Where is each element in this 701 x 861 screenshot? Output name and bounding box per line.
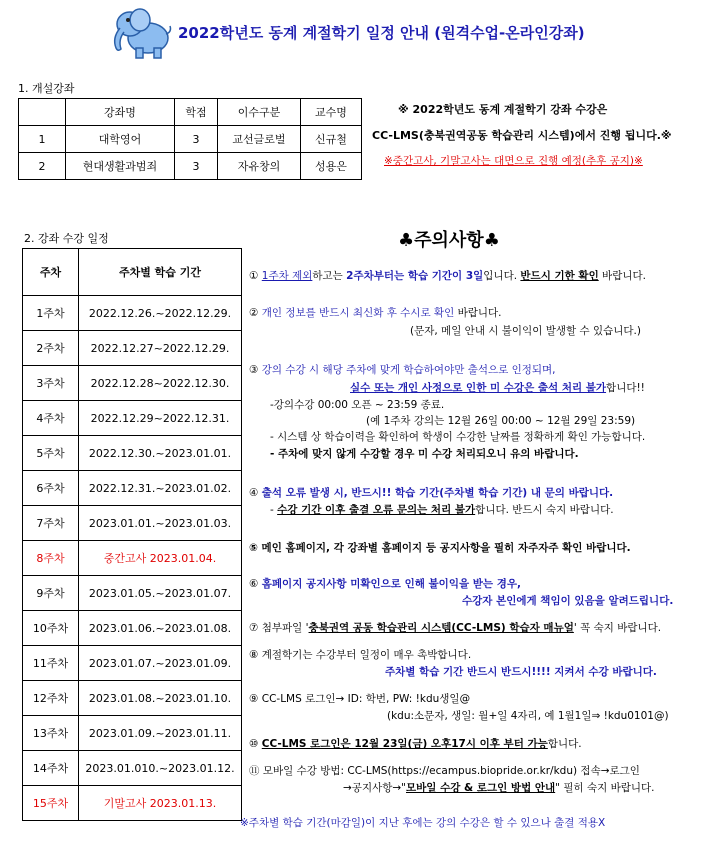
table-row: [23, 296, 242, 331]
table-header-row: [19, 99, 362, 126]
week-cell: 5주차: [23, 436, 79, 471]
caution-text: 출석 오류 발생 시, 반드시!! 학습 기간(주차별 학습 기간) 내 문의 바랍니다.: [261, 487, 614, 499]
caution-text: ④: [249, 487, 262, 499]
period-cell: 2022.12.28~2022.12.30.: [79, 366, 242, 401]
cautions-footer: ※주차별 학습 기간(마감일)이 지난 후에는 강의 수강은 할 수 있으나 출결 적용X: [240, 817, 606, 829]
period-cell: 2023.01.06.~2023.01.08.: [79, 611, 242, 646]
table-header-cell: 학점: [175, 99, 218, 126]
caution-text: 개인 정보를 반드시 최신화 후 수시로 확인: [261, 307, 455, 319]
courses-table: [18, 98, 362, 180]
table-row: [23, 646, 242, 681]
caution-text: 합니다. 반드시 숙지 바랍니다.: [475, 504, 614, 516]
caution-text: 홈페이지 공지사항 미확인으로 인해 불이익을 받는 경우,: [261, 578, 521, 590]
caution-3-line-4: (예 1주차 강의는 12월 26일 00:00 ~ 12월 29일 23:59): [366, 415, 636, 427]
table-row: [23, 506, 242, 541]
caution-text: 합니다!!: [606, 382, 645, 394]
table-header-cell: 주차: [23, 249, 79, 296]
table-cell: 교선글로벌: [218, 126, 301, 153]
caution-11-line-2: [343, 780, 654, 795]
caution-text: ⑩: [249, 738, 262, 750]
table-row: [23, 751, 242, 786]
caution-text: 강의 수강 시 해당 주차에 맞게 학습하여야만 출석으로 인정되며,: [261, 364, 556, 376]
caution-8-line-2: 주차별 학습 기간 반드시 반드시!!!! 지켜서 수강 바랍니다.: [385, 666, 657, 678]
week-cell: 4주차: [23, 401, 79, 436]
caution-11: ⑪ 모바일 수강 방법: CC-LMS(https://ecampus.biopride.or.kr/kdu) 접속→로그인: [249, 765, 640, 777]
week-cell: 12주차: [23, 681, 79, 716]
period-cell: 2022.12.30.~2023.01.01.: [79, 436, 242, 471]
period-cell: 2023.01.08.~2023.01.10.: [79, 681, 242, 716]
caution-3-line-3: -강의수강 00:00 오픈 ~ 23:59 종료.: [270, 399, 445, 411]
table-row: [23, 541, 242, 576]
caution-2-note: (문자, 메일 안내 시 불이익이 발생할 수 있습니다.): [410, 325, 641, 337]
caution-text: CC-LMS 로그인은 12월 23일(금) 오후17시 이후 부터 가능: [261, 738, 548, 750]
week-cell: 1주차: [23, 296, 79, 331]
period-cell: 2023.01.09.~2023.01.11.: [79, 716, 242, 751]
table-row: [23, 681, 242, 716]
caution-text: ③: [249, 364, 262, 376]
caution-5: ⑤ 메인 홈페이지, 각 강좌별 홈페이지 등 공지사항을 필히 자주자주 확인 바랍니다.: [249, 542, 631, 554]
caution-text: -: [270, 504, 278, 516]
caution-text: ' 꼭 숙지 바랍니다.: [573, 622, 662, 634]
week-cell: 2주차: [23, 331, 79, 366]
caution-text: ⑥: [249, 578, 262, 590]
caution-text: 모바일 수강 & 로그인 방법 안내: [406, 782, 556, 794]
table-header-cell: 이수구분: [218, 99, 301, 126]
table-row: [23, 331, 242, 366]
table-cell: 자유창의: [218, 153, 301, 180]
caution-4-line-2: [270, 502, 614, 517]
table-cell: 대학영어: [66, 126, 175, 153]
schedule-table: [22, 248, 242, 821]
table-row: [23, 716, 242, 751]
notice-line-1: ※ 2022학년도 동계 계절학기 강좌 수강은: [398, 103, 608, 116]
period-cell: 2023.01.05.~2023.01.07.: [79, 576, 242, 611]
table-cell: 성용은: [301, 153, 362, 180]
table-row: [23, 436, 242, 471]
table-row: [23, 401, 242, 436]
caution-3-line-2: [350, 380, 645, 395]
caution-text: ②: [249, 307, 262, 319]
caution-6: [249, 576, 521, 591]
table-row: [23, 471, 242, 506]
caution-text: ①: [249, 270, 262, 282]
caution-text: 충북권역 공동 학습관리 시스템(CC-LMS) 학습자 매뉴얼: [308, 622, 574, 634]
week-cell: 9주차: [23, 576, 79, 611]
caution-text: ⑦ 첨부파일 ': [249, 622, 309, 634]
caution-3: [249, 362, 556, 377]
caution-text: 반드시 기한 확인: [520, 270, 599, 282]
table-cell: 신규철: [301, 126, 362, 153]
caution-text: 1주차 제외: [261, 270, 313, 282]
cautions-heading: ♣주의사항♣: [398, 230, 500, 251]
caution-9: ⑨ CC-LMS 로그인→ ID: 학번, PW: !kdu생일@: [249, 693, 471, 705]
period-cell: 2023.01.010.~2023.01.12.: [79, 751, 242, 786]
period-cell: 2022.12.26.~2022.12.29.: [79, 296, 242, 331]
caution-3-line-5: - 시스템 상 학습이력을 확인하여 학생이 수강한 날짜를 정확하게 확인 가능합니다.: [270, 431, 646, 443]
caution-2: [249, 305, 501, 320]
week-cell: 14주차: [23, 751, 79, 786]
caution-text: " 필히 숙지 바랍니다.: [555, 782, 655, 794]
table-cell: 2: [19, 153, 66, 180]
table-row: [19, 153, 362, 180]
caution-10: [249, 736, 582, 751]
table-row: [23, 576, 242, 611]
table-row: [19, 126, 362, 153]
table-row: [23, 786, 242, 821]
period-cell: 중간고사 2023.01.04.: [79, 541, 242, 576]
table-header-row: [23, 249, 242, 296]
caution-text: 입니다.: [483, 270, 521, 282]
caution-8: ⑧ 계절학기는 수강부터 일정이 매우 촉박합니다.: [249, 649, 472, 661]
period-cell: 2023.01.01.~2023.01.03.: [79, 506, 242, 541]
table-cell: 1: [19, 126, 66, 153]
notice-line-3: ※중간고사, 기말고사는 대면으로 진행 예정(추후 공지)※: [384, 155, 643, 167]
caution-3-line-6: - 주차에 맞지 않게 수강할 경우 미 수강 처리되오니 유의 바랍니다.: [270, 448, 579, 460]
caution-text: →공지사항→": [343, 782, 406, 794]
table-cell: 현대생활과범죄: [66, 153, 175, 180]
caution-text: 2주차부터는 학습 기간이 3일: [346, 270, 484, 282]
caution-text: 합니다.: [547, 738, 582, 750]
table-cell: 3: [175, 153, 218, 180]
table-header-cell: 주차별 학습 기간: [79, 249, 242, 296]
section-schedule-heading: 2. 강좌 수강 일정: [24, 232, 109, 245]
week-cell: 7주차: [23, 506, 79, 541]
caution-text: 수강 기간 이후 출결 오류 문의는 처리 불가: [277, 504, 476, 516]
table-header-cell: 교수명: [301, 99, 362, 126]
week-cell: 10주차: [23, 611, 79, 646]
caution-6-line-2: 수강자 본인에게 책임이 있음을 알려드립니다.: [462, 595, 674, 607]
caution-text: 바랍니다.: [454, 307, 502, 319]
caution-text: 바랍니다.: [598, 270, 646, 282]
table-row: [23, 611, 242, 646]
caution-1: [249, 268, 646, 283]
period-cell: 2023.01.07.~2023.01.09.: [79, 646, 242, 681]
section-courses-heading: 1. 개설강좌: [18, 82, 75, 95]
page-title: 2022학년도 동계 계절학기 일정 안내 (원격수업-온라인강좌): [178, 24, 585, 42]
week-cell: 8주차: [23, 541, 79, 576]
week-cell: 15주차: [23, 786, 79, 821]
week-cell: 3주차: [23, 366, 79, 401]
notice-line-2: CC-LMS(충북권역공동 학습관리 시스템)에서 진행 됩니다.※: [372, 129, 672, 142]
week-cell: 6주차: [23, 471, 79, 506]
table-cell: 3: [175, 126, 218, 153]
period-cell: 기말고사 2023.01.13.: [79, 786, 242, 821]
caution-7: [249, 620, 661, 635]
caution-9-line-2: (kdu:소문자, 생일: 월+일 4자리, 예 1월1일⇒ !kdu0101@): [387, 710, 669, 722]
period-cell: 2022.12.27~2022.12.29.: [79, 331, 242, 366]
caution-4: [249, 485, 613, 500]
table-header-cell: 강좌명: [66, 99, 175, 126]
table-row: [23, 366, 242, 401]
caution-text: 하고는: [312, 270, 347, 282]
period-cell: 2022.12.29~2022.12.31.: [79, 401, 242, 436]
week-cell: 13주차: [23, 716, 79, 751]
caution-text: 실수 또는 개인 사정으로 인한 미 수강은 출석 처리 불가: [350, 382, 607, 394]
table-header-cell: [19, 99, 66, 126]
week-cell: 11주차: [23, 646, 79, 681]
period-cell: 2022.12.31.~2023.01.02.: [79, 471, 242, 506]
elephant-logo-icon: [108, 4, 174, 62]
